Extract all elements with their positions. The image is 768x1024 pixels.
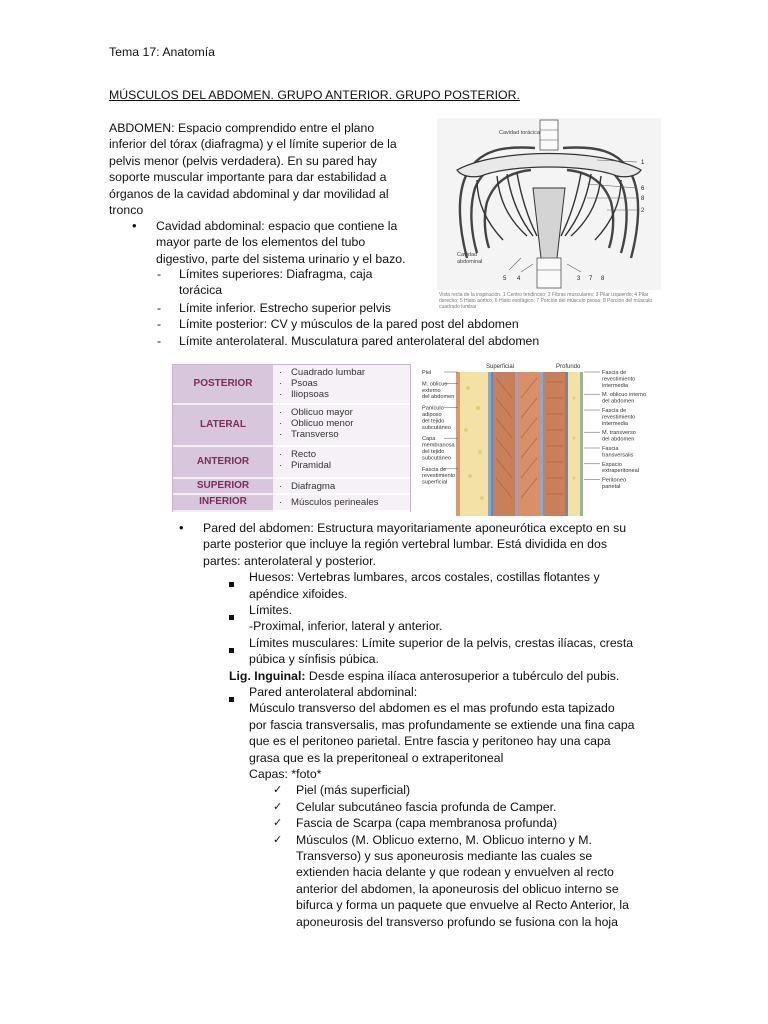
limites-musculares-line: púbica y sínfisis púbica. bbox=[249, 652, 379, 667]
lig-inguinal-label: Lig. Inguinal: bbox=[229, 668, 306, 683]
capa-item-cont: Transverso) y sus aponeurosis mediante las cuales se bbox=[296, 849, 593, 863]
layer-label-right: M. transverso del abdomen bbox=[602, 430, 636, 443]
bullet-dot: • bbox=[132, 218, 137, 233]
layer-label-left: Capa membranosa del tejido subcutáneo bbox=[422, 436, 455, 462]
num-bottom: 3 bbox=[577, 276, 581, 282]
table-item: · Músculos perineales bbox=[279, 497, 410, 508]
limit-inferior: Límite inferior. Estrecho superior pelvis bbox=[179, 301, 391, 315]
table-item: · Recto bbox=[279, 449, 410, 460]
capa-item-cont: extienden hacia delante y que rodean y envuelven al recto bbox=[296, 865, 614, 880]
intro-line: inferior del tórax (diafragma) y el límite superior de la bbox=[109, 137, 397, 152]
check-icon: ✓ bbox=[273, 783, 283, 797]
num-right: 2 bbox=[641, 208, 645, 214]
cavity-line: Cavidad abdominal: espacio que contiene la bbox=[156, 219, 398, 233]
table-category: ANTERIOR bbox=[173, 447, 273, 479]
layer-label-left: M. oblicuo externo del abdomen bbox=[422, 381, 455, 401]
num-bottom: 4 bbox=[517, 276, 521, 282]
pared-line: Músculo transverso del abdomen es el mas profundo esta tapizado bbox=[249, 701, 615, 716]
dash: - bbox=[157, 317, 162, 332]
table-row bbox=[173, 447, 410, 479]
num-right: 1 bbox=[641, 160, 645, 166]
square-bullet bbox=[229, 575, 234, 591]
table-item: · Transverso bbox=[279, 429, 410, 440]
layers-deep-label: Profundo bbox=[556, 364, 581, 370]
layer-label-right: M. oblicuo interno del abdomen bbox=[602, 392, 647, 405]
layer-label-right: Fascia de revestimiento intermedia bbox=[602, 408, 636, 427]
table-item: · Oblicuo menor bbox=[279, 418, 410, 429]
table-items bbox=[273, 479, 410, 495]
abdominal-layers-illustration bbox=[418, 358, 662, 518]
muscle-groups-table bbox=[172, 364, 411, 512]
limit-anterolateral: Límite anterolateral. Musculatura pared anterolateral del abdomen bbox=[179, 333, 540, 348]
layer-label-right: Espacio extraperitoneal bbox=[602, 461, 640, 475]
table-category: SUPERIOR bbox=[173, 479, 273, 495]
dash: - bbox=[157, 333, 162, 348]
table-category: INFERIOR bbox=[173, 495, 273, 512]
num-bottom: 7 bbox=[589, 276, 593, 282]
lig-inguinal-text: Desde espina ilíaca anterosuperior a tubérculo del pubis. bbox=[305, 668, 620, 683]
dash: - bbox=[157, 267, 162, 281]
table-item: · Psoas bbox=[279, 378, 410, 389]
square-bullet bbox=[229, 608, 234, 624]
intro-line: pelvis menor (pelvis verdadera). En su pared hay bbox=[109, 153, 377, 168]
page-title: MÚSCULOS DEL ABDOMEN. GRUPO ANTERIOR. GRUPO POSTERIOR. bbox=[109, 88, 520, 102]
cavity-line: mayor parte de los elementos del tubo bbox=[156, 235, 366, 250]
lig-inguinal bbox=[229, 668, 619, 684]
table-row bbox=[173, 365, 410, 405]
table-items bbox=[273, 405, 410, 447]
pared-title: Pared anterolateral abdominal: bbox=[249, 685, 418, 699]
layer-label-left: Piel bbox=[422, 370, 432, 376]
limit-posterior: Límite posterior: CV y músculos de la pared post del abdomen bbox=[179, 317, 519, 332]
diaphragm-caption: Vista recta de la inspiración. 1 Centro tendinoso; 2 Fibras musculares; 3 Pilar izquierdo; 4 Pilar derecho; 5 Hiato aórtico; 6 Hiato esofágico; 7 Porción del músculo psoas; 8 Porción del músculo cuadrado lumbar bbox=[439, 292, 653, 310]
table-category: POSTERIOR bbox=[173, 365, 273, 405]
layer-label-right: Fascia de revestimiento intermedia bbox=[602, 370, 636, 389]
limites-line: Límites. bbox=[249, 603, 293, 617]
intro-line: soporte muscular importante para dar estabilidad a bbox=[109, 170, 387, 185]
layer-label-left: Panículo adiposo del tejido subcutáneo bbox=[422, 405, 451, 431]
pared-line: que es el peritoneo parietal. Entre fascia y peritoneo hay una capa bbox=[249, 734, 611, 749]
check-icon: ✓ bbox=[273, 832, 283, 846]
check-icon: ✓ bbox=[273, 816, 283, 830]
capa-item: Piel (más superficial) bbox=[296, 783, 411, 798]
huesos-line: apéndice xifoides. bbox=[249, 586, 348, 601]
table-item: · Piramidal bbox=[279, 460, 410, 471]
square-bullet bbox=[229, 641, 234, 657]
num-bottom: 8 bbox=[601, 276, 605, 282]
limites-musculares-line: Límites musculares: Límite superior de la pelvis, crestas ilíacas, cresta bbox=[249, 635, 634, 650]
pared-line: grasa que es la preperitoneal o extraperitoneal bbox=[249, 750, 504, 765]
layer-label-right: Fascia transversalis bbox=[602, 446, 634, 459]
diaphragm-illustration bbox=[437, 118, 661, 290]
topic-header: Tema 17: Anatomía bbox=[109, 45, 215, 59]
table-items bbox=[273, 495, 410, 512]
limit-superior-cont: torácica bbox=[179, 283, 223, 298]
wall-line: partes: anterolateral y posterior. bbox=[203, 553, 376, 568]
capa-item: Músculos (M. Oblicuo externo, M. Oblicuo interno y M. bbox=[296, 832, 592, 847]
layer-label-left: Fascia de revestimiento superficial bbox=[422, 466, 456, 486]
table-items bbox=[273, 447, 410, 479]
table-item: · Cuadrado lumbar bbox=[279, 367, 410, 378]
huesos-line: Huesos: Vertebras lumbares, arcos costales, costillas flotantes y bbox=[249, 570, 600, 585]
table-item: · Oblicuo mayor bbox=[279, 407, 410, 418]
num-right: 8 bbox=[641, 196, 645, 202]
capa-item-cont: anterior del abdomen, la aponeurosis del oblicuo interno se bbox=[296, 881, 619, 896]
limites-line: -Proximal, inferior, lateral y anterior. bbox=[249, 619, 443, 634]
square-bullet bbox=[229, 690, 234, 706]
wall-line: parte posterior que incluye la región vertebral lumbar. Está dividida en dos bbox=[203, 537, 607, 552]
dash: - bbox=[157, 301, 162, 315]
pared-line: Capas: *foto* bbox=[249, 767, 322, 781]
label-abdominal-2: abdominal bbox=[457, 259, 483, 265]
table-row bbox=[173, 495, 410, 512]
intro-line: ABDOMEN: Espacio comprendido entre el plano bbox=[109, 121, 375, 135]
table-item: · Diafragma bbox=[279, 481, 410, 492]
num-right: 6 bbox=[641, 186, 645, 192]
table-row bbox=[173, 405, 410, 447]
num-bottom: 5 bbox=[503, 276, 507, 282]
capa-item: Fascia de Scarpa (capa membranosa profunda) bbox=[296, 816, 558, 831]
check-icon: ✓ bbox=[273, 799, 283, 813]
layer-label-right: Peritoneo parietal bbox=[602, 477, 626, 490]
bullet-dot: • bbox=[179, 520, 184, 535]
capa-item-cont: aponeurosis del transverso profundo se fusiona con la hoja bbox=[296, 914, 618, 929]
pared-line: por fascia transversalis, mas profundamente se extiende una fina capa bbox=[249, 717, 635, 732]
abdominal-layers-figure bbox=[418, 358, 662, 518]
table-items bbox=[273, 365, 410, 405]
diaphragm-figure bbox=[437, 118, 661, 308]
intro-line: órganos de la cavidad abdominal y dar movilidad al bbox=[109, 186, 389, 201]
layers-superficial-label: Superficial bbox=[486, 364, 515, 370]
limit-superior: Límites superiores: Diafragma, caja bbox=[179, 267, 373, 281]
wall-line: Pared del abdomen: Estructura mayoritariamente aponeurótica excepto en su bbox=[203, 521, 627, 535]
table-category: LATERAL bbox=[173, 405, 273, 447]
label-abdominal-1: Cavidad bbox=[457, 252, 478, 258]
cavity-line: digestivo, parte del sistema urinario y el bazo. bbox=[156, 251, 406, 266]
table-item: · Iliopsoas bbox=[279, 389, 410, 400]
table-row bbox=[173, 479, 410, 495]
label-thoracic: Cavidad torácica bbox=[499, 130, 540, 136]
intro-line: tronco bbox=[109, 203, 144, 217]
capa-item: Celular subcutáneo fascia profunda de Camper. bbox=[296, 799, 557, 814]
capa-item-cont: bifurca y forma un paquete que envuelve al Recto Anterior, la bbox=[296, 898, 629, 913]
